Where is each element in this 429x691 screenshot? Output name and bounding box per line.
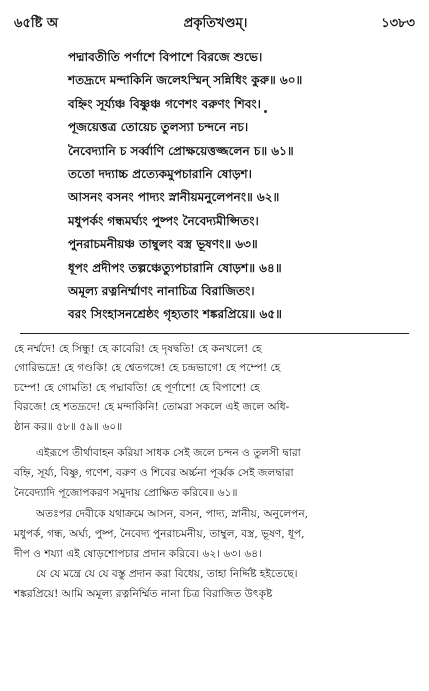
translation-line: শঙ্করপ্রিয়ে! আমি অমূল্য রত্ননির্ম্মিত নানা চিত্র বিরাজিত উৎকৃষ্ট xyxy=(14,588,273,601)
commentary-line: বিরজে! হে শতদ্রূদে! হে মন্দাকিনি! তোমরা সকলে এই জলে অধি- xyxy=(14,401,290,414)
section-title: প্রকৃতিখণ্ডম্। xyxy=(183,16,248,31)
page-number: ১৩৮৩ xyxy=(381,16,415,31)
commentary-line: ষ্ঠান কর॥ ৫৮॥ ৫৯॥ ৬০॥ xyxy=(14,420,123,433)
verse-line: ততো দদ্যাচ্চ প্রত্যেকমুপচারানি ষোড়শ। xyxy=(68,167,252,182)
translation-line: মধুপর্ক, গন্ধ, অর্ঘ্য, পুষ্প, নৈবেদ্য পুনরাচমনীয়, তাম্বুল, বস্ত্র, ভূষণ, ধূপ, xyxy=(14,527,305,540)
verse-line: নৈবেদ্যানি চ সর্ব্বাণি প্রোক্ষয়েত্তজ্জলেন চ॥ ৬১॥ xyxy=(68,143,294,158)
page-header xyxy=(14,10,417,36)
section-divider xyxy=(20,333,409,334)
translation-block xyxy=(14,443,417,605)
verse-line: অমূল্য রত্ননির্ম্মাণং নানাচিত্র বিরাজিতং। xyxy=(68,284,255,299)
verse-line: বরং সিংহাসনশ্রেষ্ঠং গৃহ্যতাং শঙ্করপ্রিয়ে॥ ৬৫॥ xyxy=(68,307,282,322)
sanskrit-verses xyxy=(68,46,417,327)
commentary-block xyxy=(14,340,417,437)
verse-line: ধূপং প্রদীপং তল্পঞ্চেত্যুপচারানি ষোড়শ॥ ৬৪॥ xyxy=(68,260,282,275)
verse-line: আসনং বসনং পাদ্যং স্নানীয়মনুলেপনং॥ ৬২॥ xyxy=(68,190,280,205)
translation-line: নৈবেদ্যাদি পূজোপকরণ সমুদায় প্রোক্ষিত করিবে॥ ৬১॥ xyxy=(14,487,238,500)
verse-line: পূজয়েত্তত্র তোয়েচ তুলস্যা চন্দনে নচ। xyxy=(68,120,249,135)
ink-speck xyxy=(264,110,267,113)
verse-line: পদ্মাবতীতি পর্ণাশে বিপাশে বিরজে শুভে। xyxy=(68,50,263,64)
translation-line: যে যে মন্ত্রে যে যে বস্তু প্রদান করা বিধেয়, তাহা নির্দ্দিষ্ট হইতেছে। xyxy=(36,568,298,581)
commentary-line: হে নর্ম্মদে! হে সিন্ধু! হে কাবেরি! হে দৃষদ্বতি! হে কনখলে! হে xyxy=(14,342,262,355)
verse-line: শতদ্রূদে মন্দাকিনি জলেঽস্মিন্ সন্নিধিং কুরু॥ ৬০॥ xyxy=(68,73,303,88)
verse-line: পুনরাচমনীয়ঞ্চ তাম্বুলং বস্ত্র ভূষণং॥ ৬৩॥ xyxy=(68,237,258,252)
commentary-line: চম্পে! হে গোমতি! হে পদ্মাবতি! হে পূর্ণাশে! হে বিপাশে! হে xyxy=(14,381,260,394)
translation-line: দীপ ও শয্যা এই ষোড়শোপচার প্রদান করিবে। ৬২। ৬৩। ৬৪। xyxy=(14,547,262,560)
chapter-marker: ৬৫ষ্টি অ xyxy=(14,16,59,31)
translation-line: অতঃপর দেবীকে যথাক্রমে আসন, বসন, পাদ্য, স্নানীয়, অনুলেপন, xyxy=(36,507,309,520)
verse-line: বহ্নিং সূর্য্যঞ্চ বিষ্ণুঞ্চ গণেশং বরুণং শিবং। xyxy=(68,96,261,111)
verse-line: মধুপর্কং গন্ধমর্ঘ্যং পুষ্পং নৈবেদ্যমীপ্সিতং। xyxy=(68,213,259,228)
translation-line: এইরূপে তীর্থাবাহন করিয়া সাধক সেই জলে চন্দন ও তুলসী দ্বারা xyxy=(36,446,301,459)
commentary-line: গোরিভদ্রে! হে গণ্ডকি! হে শ্বেতগঙ্গে! হে চন্দ্রভাগে! হে পম্পে! হে xyxy=(14,362,281,375)
translation-line: বহ্নি, সূর্য্য, বিষ্ণু, গণেশ, বরুণ ও শিবের অর্চ্চনা পূর্ব্বক সেই জলদ্বারা xyxy=(14,467,294,480)
